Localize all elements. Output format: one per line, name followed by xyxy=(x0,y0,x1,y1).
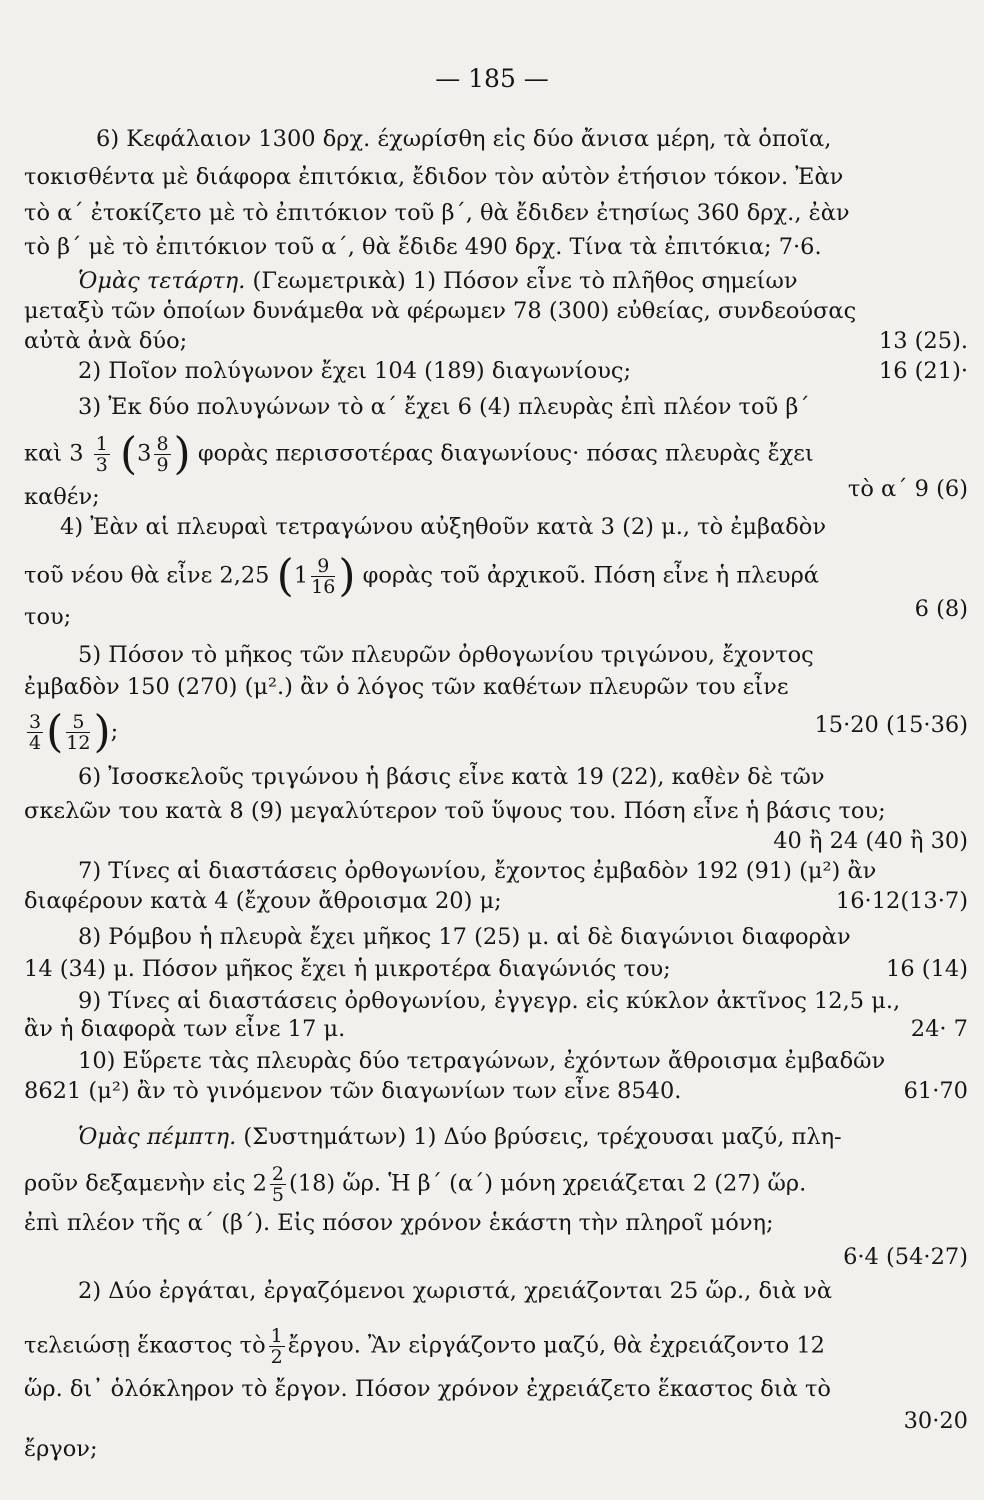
text-span: (Γεωμετρικὰ) 1) Πόσον εἶνε τὸ πλῆθος σημείων xyxy=(252,268,798,294)
text-line xyxy=(24,954,968,984)
text-line: 6) Ἰσοσκελοῦς τριγώνου ἡ βάσις εἶνε κατὰ 19 (22), καθὲν δὲ τῶν xyxy=(78,764,825,790)
denominator: 12 xyxy=(66,732,91,754)
numerator: 3 xyxy=(29,711,42,733)
text-span: τοῦ νέου θὰ εἶνε 2,25 xyxy=(24,562,270,589)
text-line: ἐμβαδὸν 150 (270) (μ².) ἂν ὁ λόγος τῶν καθέτων πλευρῶν του εἶνε xyxy=(24,674,789,700)
text-span: 8621 (μ²) ἂν τὸ γινόμενον τῶν διαγωνίων των εἶνε 8540. xyxy=(24,1078,682,1104)
text-span: ροῦν δεξαμενὴν εἰς 2 xyxy=(24,1170,267,1197)
text-span: ἔργου. Ἂν εἰργάζοντο μαζύ, θὰ ἐχρειάζοντο 12 xyxy=(287,1332,825,1359)
text-line xyxy=(24,1076,968,1106)
answer: 6 (8) xyxy=(914,596,968,622)
answer: 16 (14) xyxy=(886,956,968,982)
fraction xyxy=(94,434,110,475)
text-line xyxy=(24,1014,968,1044)
whole-part: 1 xyxy=(293,562,309,589)
text-span: φορὰς περισσοτέρας διαγωνίους· πόσας πλευρὰς ἔχει xyxy=(197,440,814,467)
answer: 24· 7 xyxy=(910,1016,968,1042)
text-span: του; xyxy=(24,604,72,630)
text-line: 9) Τίνες αἱ διαστάσεις ὀρθογωνίου, ἐγγεγρ. εἰς κύκλον ἀκτῖνος 12,5 μ., xyxy=(78,988,901,1014)
text-line: 2) Δύο ἐργάται, ἐργαζόμενοι χωριστά, χρειάζονται 25 ὥρ., διὰ νὰ xyxy=(78,1278,833,1304)
text-line: σκελῶν του κατὰ 8 (9) μεγαλύτερον τοῦ ὕψους του. Πόση εἶνε ἡ βάσις του; xyxy=(24,798,886,824)
text-line xyxy=(24,1164,834,1205)
text-line: ὥρ. δι᾿ ὁλόκληρον τὸ ἔργον. Πόσον χρόνον ἐχρειάζετο ἕκαστος διὰ τὸ xyxy=(24,1376,831,1402)
text-line: 5) Πόσον τὸ μῆκος τῶν πλευρῶν ὀρθογωνίου τριγώνου, ἔχοντος xyxy=(78,642,814,668)
text-span: 14 (34) μ. Πόσον μῆκος ἔχει ἡ μικροτέρα διαγώνιός του; xyxy=(24,956,671,982)
text-line: 3) Ἐκ δύο πολυγώνων τὸ α΄ ἔχει 6 (4) πλευρὰς ἐπὶ πλέον τοῦ β΄ xyxy=(78,394,810,420)
text-span: αὐτὰ ἀνὰ δύο; xyxy=(24,328,188,354)
text-line: μεταξὺ τῶν ὁποίων δυνάμεθα νὰ φέρωμεν 78 (300) εὐθείας, συνδεούσας xyxy=(24,298,857,324)
numerator: 8 xyxy=(156,433,169,455)
text-line xyxy=(24,1326,834,1367)
text-line xyxy=(24,596,968,632)
answer: 40 ἢ 24 (40 ἢ 30) xyxy=(773,828,968,854)
fraction xyxy=(269,1326,285,1367)
answer: τὸ α΄ 9 (6) xyxy=(847,476,968,502)
text-span: (18) ὥρ. Ἡ β΄ (α΄) μόνη χρειάζεται 2 (27) ὥρ. xyxy=(288,1170,807,1197)
text-span: φορὰς τοῦ ἀρχικοῦ. Πόση εἶνε ἡ πλευρά xyxy=(362,562,819,589)
text-line xyxy=(24,476,968,512)
text-line xyxy=(78,356,968,386)
punctuation: ; xyxy=(110,718,119,745)
whole-part: 3 xyxy=(137,440,152,467)
text-line xyxy=(78,266,816,296)
numerator: 5 xyxy=(66,712,90,733)
text-line xyxy=(24,886,968,916)
fraction xyxy=(270,1164,286,1205)
text-span: καὶ 3 xyxy=(24,440,84,467)
text-span: καθέν; xyxy=(24,484,100,510)
text-span: (Συστημάτων) 1) Δύο βρύσεις, τρέχουσαι μαζύ, πλη- xyxy=(243,1124,842,1150)
text-line xyxy=(24,326,968,356)
text-span: διαφέρουν κατὰ 4 (ἔχουν ἄθροισμα 20) μ; xyxy=(24,888,502,914)
text-line: 4) Ἐὰν αἱ πλευραὶ τετραγώνου αὐξηθοῦν κατὰ 3 (2) μ., τὸ ἐμβαδὸν xyxy=(60,514,827,540)
denominator: 9 xyxy=(156,454,169,476)
fraction xyxy=(311,556,335,597)
text-line: τὸ β΄ μὲ τὸ ἐπιτόκιον τοῦ α΄, θὰ ἔδιδε 490 δρχ. Τίνα τὰ ἐπιτόκια; 7·6. xyxy=(24,234,822,260)
paren-open: ( xyxy=(46,706,64,758)
text-line: ἐπὶ πλέον τῆς α΄ (β΄). Εἰς πόσον χρόνον ἑκάστη τὴν πληροῖ μόνη; xyxy=(24,1210,774,1236)
answer: 16·12(13·7) xyxy=(835,888,968,914)
text-line: 8) Ρόμβου ἡ πλευρὰ ἔχει μῆκος 17 (25) μ. αἱ δὲ διαγώνιοι διαφορὰν xyxy=(78,924,851,950)
answer: 61·70 xyxy=(903,1078,968,1104)
text-line xyxy=(24,550,834,602)
text-line xyxy=(24,428,834,480)
group-heading: Ὁμὰς τετάρτη. xyxy=(78,268,246,294)
text-span: ἂν ἡ διαφορὰ των εἶνε 17 μ. xyxy=(24,1016,346,1042)
fraction xyxy=(154,434,170,475)
answer: 30·20 xyxy=(903,1408,968,1434)
answer: 13 (25). xyxy=(878,328,968,354)
denominator: 16 xyxy=(311,576,336,598)
answer: 16 (21)· xyxy=(878,358,968,384)
answer: 6·4 (54·27) xyxy=(843,1244,968,1270)
text-line: 6) Κεφάλαιον 1300 δρχ. έχωρίσθη εἰς δύο ἄνισα μέρη, τὰ ὁποῖα, xyxy=(96,126,832,152)
text-line: τοκισθέντα μὲ διάφορα ἐπιτόκια, ἔδιδον τὸν αὐτὸν ἐτήσιον τόκον. Ἐὰν xyxy=(24,164,844,190)
fraction xyxy=(27,712,43,753)
numerator: 1 xyxy=(95,433,108,455)
text-line: τὸ α΄ ἐτοκίζετο μὲ τὸ ἐπιτόκιον τοῦ β΄, θὰ ἔδιδεν ἐτησίως 360 δρχ., ἐὰν xyxy=(24,200,850,226)
denominator: 2 xyxy=(270,1346,283,1368)
paren-close: ) xyxy=(173,428,191,480)
paren-close: ) xyxy=(338,550,356,602)
numerator: 1 xyxy=(270,1325,283,1347)
text-line: 10) Εὕρετε τὰς πλευρὰς δύο τετραγώνων, ἐχόντων ἄθροισμα ἐμβαδῶν xyxy=(78,1048,886,1074)
paren-close: ) xyxy=(93,706,111,758)
fraction xyxy=(66,712,90,753)
denominator: 3 xyxy=(95,454,108,476)
numerator: 9 xyxy=(311,556,335,577)
text-line xyxy=(78,1122,842,1152)
paren-open: ( xyxy=(119,428,138,480)
group-heading: Ὁμὰς πέμπτη. xyxy=(78,1124,237,1150)
text-line: 7) Τίνες αἱ διαστάσεις ὀρθογωνίου, ἔχοντος ἐμβαδὸν 192 (91) (μ²) ἂν xyxy=(78,858,877,884)
text-line: ἔργον; xyxy=(24,1436,98,1462)
numerator: 2 xyxy=(271,1163,284,1185)
denominator: 5 xyxy=(271,1184,284,1206)
text-span: 2) Ποῖον πολύγωνον ἔχει 104 (189) διαγωνίους; xyxy=(78,358,632,384)
answer: 15·20 (15·36) xyxy=(814,712,968,738)
text-line xyxy=(24,706,968,758)
text-span: τελειώσῃ ἕκαστος τὸ xyxy=(24,1332,266,1359)
page-number: — 185 — xyxy=(435,64,549,93)
denominator: 4 xyxy=(29,732,42,754)
paren-open: ( xyxy=(276,550,294,602)
